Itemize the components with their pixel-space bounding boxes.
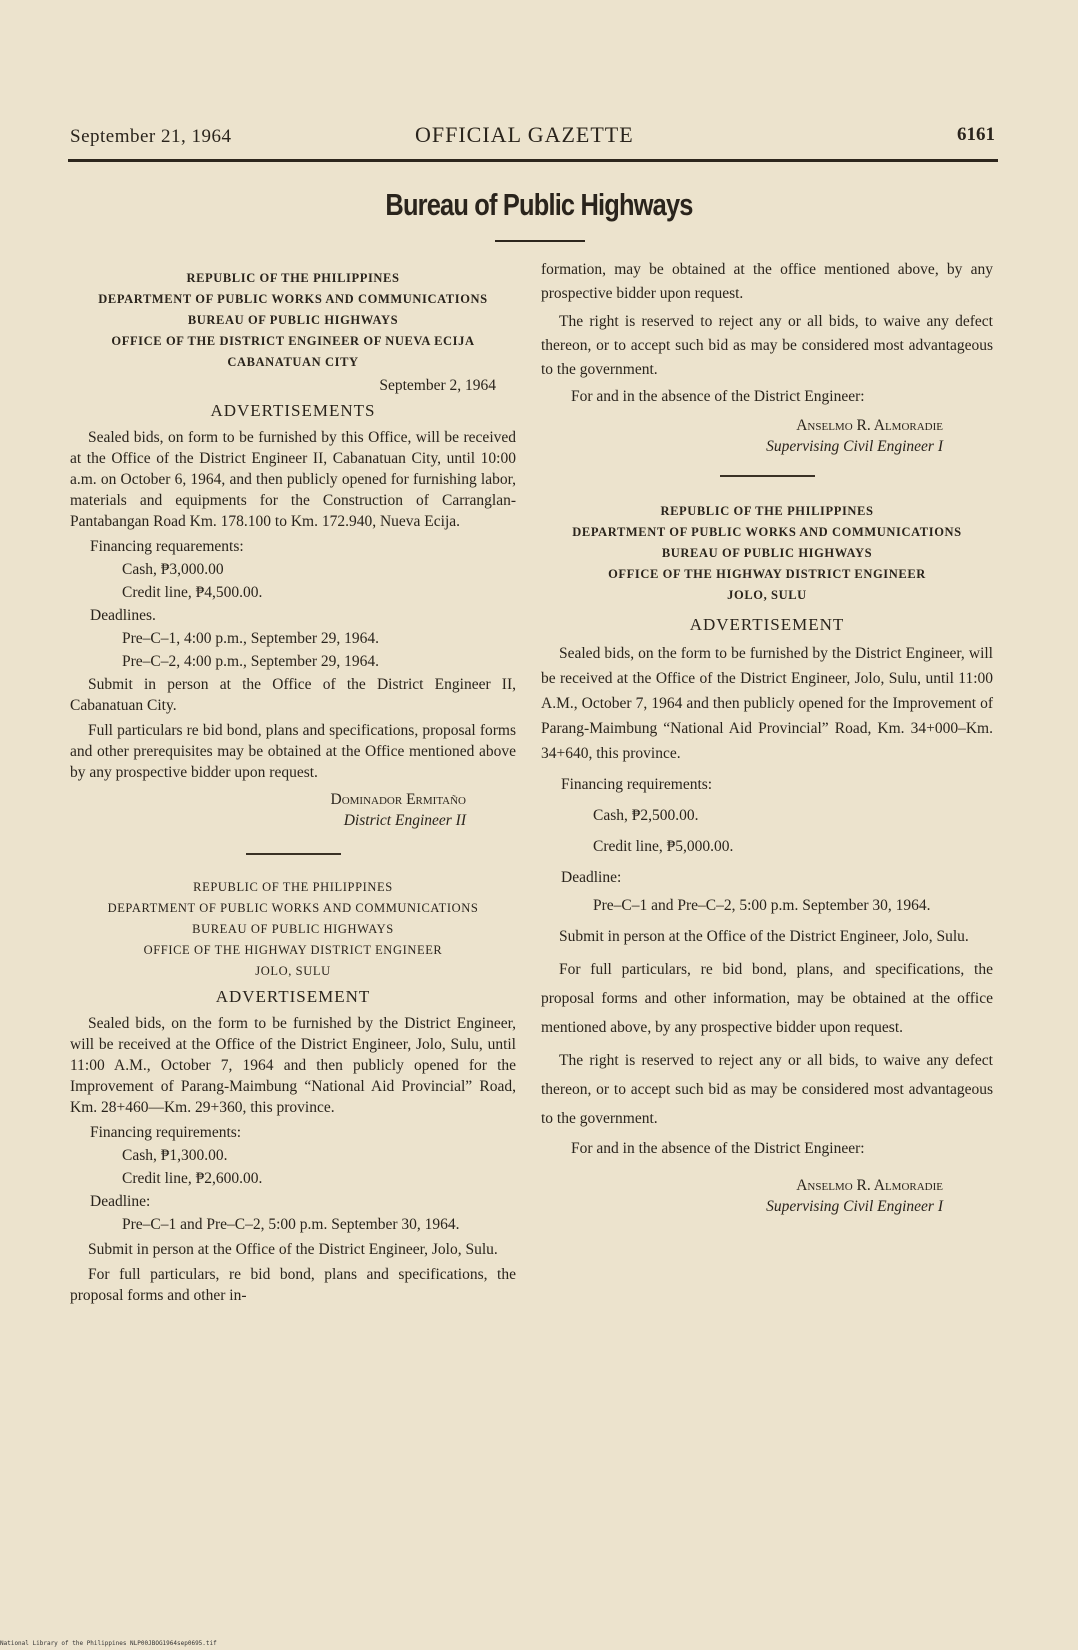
ad-body: Sealed bids, on the form to be furnished by the District Engineer, will be received at the Office of the District Engineer, Jolo, Sulu, until 11:00 A.M., October 7, 1964 and then publicly opened for the Improvement of Parang-Maimbung “National Aid Provincial” Road, Km. 28+460—Km. 29+360, this province. — [70, 1015, 516, 1116]
section-title: Bureau of Public Highways — [385, 187, 693, 222]
org-line: CABANATUAN CITY — [227, 355, 359, 369]
signer-title: Supervising Civil Engineer I — [766, 1198, 943, 1215]
financing-credit: Credit line, ₱4,500.00. — [122, 584, 263, 601]
left-column — [70, 268, 516, 1310]
financing-label: Financing requarements: — [90, 538, 244, 555]
ad-body: For full particulars, re bid bond, plans and specifications, the proposal forms and other in- — [70, 1266, 516, 1304]
financing-label: Financing requirements: — [561, 776, 713, 793]
financing-cash: Cash, ₱3,000.00 — [122, 561, 224, 578]
org-line: DEPARTMENT OF PUBLIC WORKS AND COMMUNICATIONS — [107, 901, 479, 915]
header-gazette-title: OFFICIAL GAZETTE — [415, 122, 634, 147]
absence-line: For and in the absence of the District Engineer: — [571, 1140, 865, 1157]
financing-credit: Credit line, ₱2,600.00. — [122, 1170, 263, 1187]
org-line: BUREAU OF PUBLIC HIGHWAYS — [661, 546, 873, 560]
org-line: DEPARTMENT OF PUBLIC WORKS AND COMMUNICATIONS — [98, 292, 488, 306]
deadline-label: Deadline: — [561, 869, 622, 886]
signer-title: District Engineer II — [343, 812, 466, 829]
org-line: OFFICE OF THE HIGHWAY DISTRICT ENGINEER — [608, 567, 926, 581]
financing-cash: Cash, ₱1,300.00. — [122, 1147, 228, 1164]
page-header — [70, 122, 995, 152]
org-line: JOLO, SULU — [255, 964, 331, 978]
org-line: DEPARTMENT OF PUBLIC WORKS AND COMMUNICATIONS — [572, 525, 962, 539]
archive-footer: National Library of the Philippines NLP00JBOG1964sep0695.tif — [0, 1640, 217, 1647]
absence-line: For and in the absence of the District Engineer: — [571, 388, 865, 405]
org-line: OFFICE OF THE HIGHWAY DISTRICT ENGINEER — [143, 943, 443, 957]
signer-name: Anselmo R. Almoradie — [796, 417, 943, 434]
signer-name: Dominador Ermitaño — [330, 791, 466, 808]
deadline-item: Pre–C–1 and Pre–C–2, 5:00 p.m. September 30, 1964. — [593, 897, 931, 914]
deadline-label: Deadline: — [90, 1193, 151, 1210]
ad-body: The right is reserved to reject any or all bids, to waive any defect thereon, or to accept such bid as may be considered most advantageous to the government. — [541, 1052, 993, 1127]
org-line: REPUBLIC OF THE PHILIPPINES — [193, 880, 393, 894]
org-line: BUREAU OF PUBLIC HIGHWAYS — [187, 313, 399, 327]
signer-name: Anselmo R. Almoradie — [796, 1177, 943, 1194]
title-divider — [495, 240, 585, 242]
ad-divider — [720, 475, 815, 477]
ad-nueva-ecija — [70, 268, 516, 831]
financing-credit: Credit line, ₱5,000.00. — [593, 838, 734, 855]
signer-title: Supervising Civil Engineer I — [766, 438, 943, 455]
ad-body: Submit in person at the Office of the District Engineer II, Cabanatuan City. — [70, 676, 516, 714]
org-line: BUREAU OF PUBLIC HIGHWAYS — [192, 922, 394, 936]
ad-heading: ADVERTISEMENT — [689, 615, 845, 634]
deadline-item: Pre–C–2, 4:00 p.m., September 29, 1964. — [122, 653, 380, 670]
org-line: OFFICE OF THE DISTRICT ENGINEER OF NUEVA ECIJA — [111, 334, 475, 348]
ad-jolo-2 — [541, 501, 993, 1217]
ad-body: formation, may be obtained at the office mentioned above, by any prospective bidder upon request. — [541, 261, 993, 302]
deadlines-label: Deadlines. — [90, 607, 156, 624]
ad-jolo-1 — [70, 877, 516, 1306]
ad-body: Sealed bids, on form to be furnished by this Office, will be received at the Office of the District Engineer II, Cabanatuan City, until 10:00 a.m. on October 6, 1964, and then publicly opened for furnishing labor, materials and equipments for the Construction of Carranglan-Pantabangan Road Km. 178.100 to Km. 172.940, Nueva Ecija. — [70, 429, 516, 530]
ad-body: Full particulars re bid bond, plans and specifications, proposal forms and other prerequisites may be obtained at the Office mentioned above by any prospective bidder upon request. — [70, 722, 516, 781]
org-line: JOLO, SULU — [727, 588, 807, 602]
header-page-number: 6161 — [957, 124, 995, 145]
ad-heading: ADVERTISEMENT — [215, 987, 371, 1006]
header-divider — [68, 159, 998, 162]
ad-body: The right is reserved to reject any or all bids, to waive any defect thereon, or to accept such bid as may be considered most advantageous to the government. — [541, 313, 993, 378]
org-line: REPUBLIC OF THE PHILIPPINES — [660, 504, 874, 518]
financing-cash: Cash, ₱2,500.00. — [593, 807, 699, 824]
deadline-item: Pre–C–1, 4:00 p.m., September 29, 1964. — [122, 630, 380, 647]
ad-body: Submit in person at the Office of the District Engineer, Jolo, Sulu. — [88, 1241, 498, 1258]
financing-label: Financing requirements: — [90, 1124, 242, 1141]
right-column — [541, 258, 993, 1217]
org-line: REPUBLIC OF THE PHILIPPINES — [186, 271, 400, 285]
ad-heading: ADVERTISEMENTS — [210, 401, 376, 420]
ad-date: September 2, 1964 — [379, 377, 496, 394]
ad-body: Submit in person at the Office of the District Engineer, Jolo, Sulu. — [559, 928, 969, 945]
ad-body: For full particulars, re bid bond, plans, and specifications, the proposal forms and other information, may be obtained at the office mentioned above, by any prospective bidder upon request. — [541, 961, 993, 1036]
ad-body: Sealed bids, on the form to be furnished by the District Engineer, will be received at the Office of the District Engineer, Jolo, Sulu, until 11:00 A.M., October 7, 1964 and then publicly opened for the Improvement of Parang-Maimbung “National Aid Provincial” Road, Km. 34+000–Km. 34+640, this province. — [541, 645, 993, 762]
header-date: September 21, 1964 — [70, 126, 232, 147]
ad-jolo-1-continued — [541, 258, 993, 457]
deadline-item: Pre–C–1 and Pre–C–2, 5:00 p.m. September 30, 1964. — [122, 1216, 460, 1233]
ad-divider — [246, 853, 341, 855]
